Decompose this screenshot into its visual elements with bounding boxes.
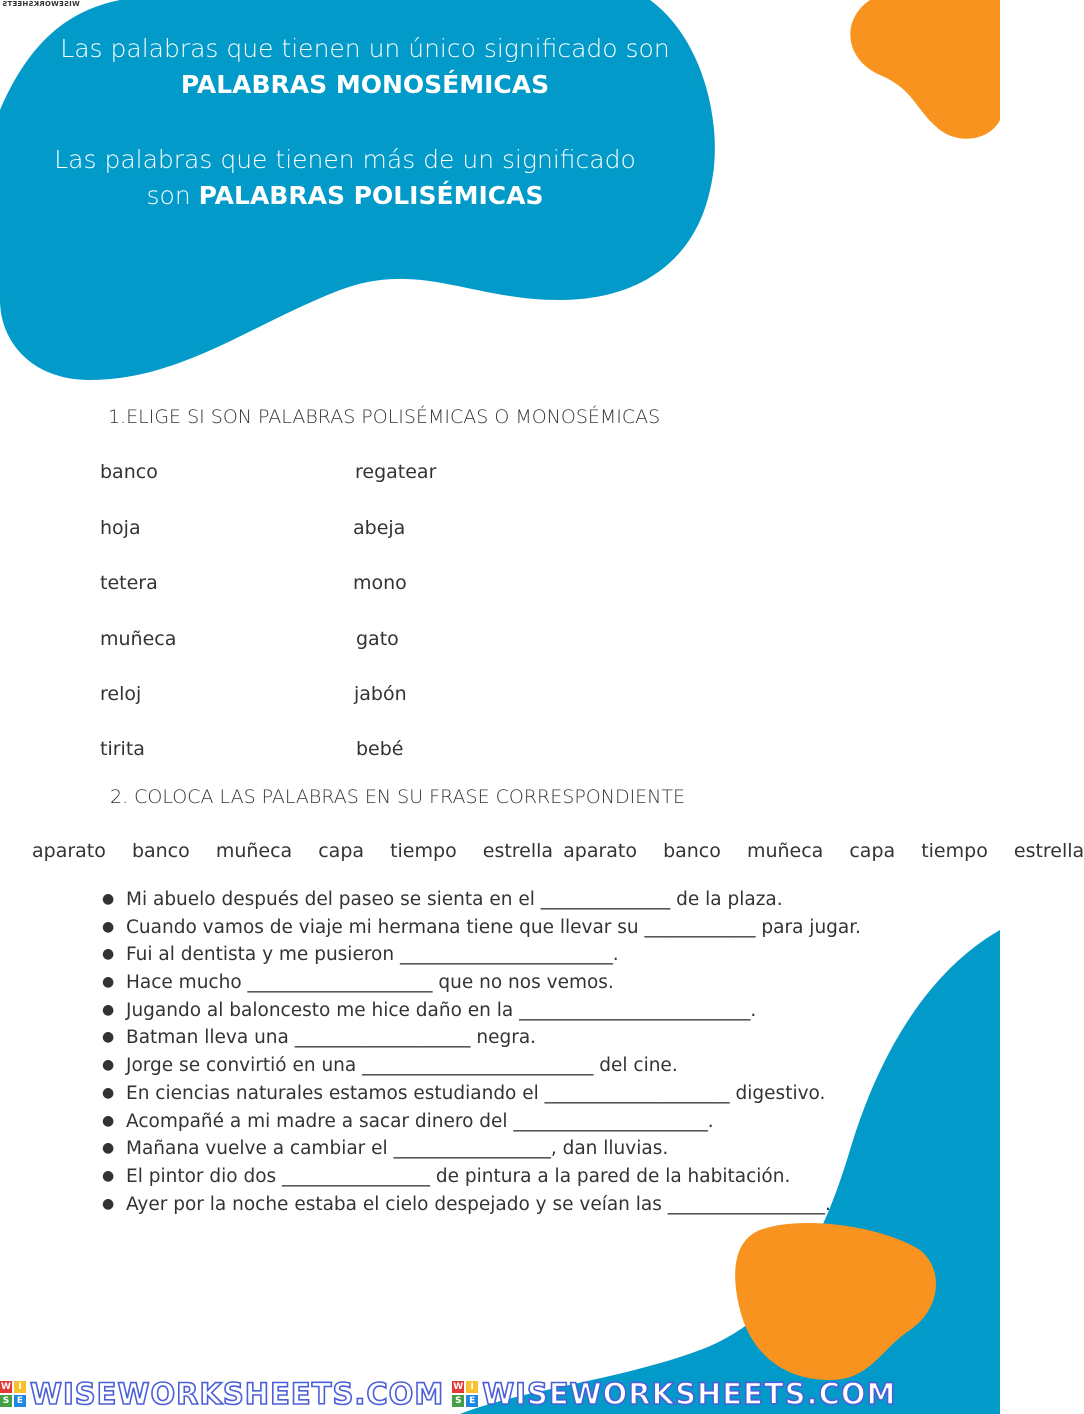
sentence-item <box>100 1024 900 1052</box>
word-right: regatear <box>355 461 437 483</box>
word-left: tetera <box>100 572 158 594</box>
sentence-text: Cuando vamos de viaje mi hermana tiene que llevar su ____________ para jugar. <box>126 916 862 938</box>
bullet-icon: ● <box>102 1057 115 1074</box>
sentence-item <box>100 886 900 914</box>
brand-logo <box>452 1377 896 1411</box>
brand-text: WISEWORKSHEETS.COM <box>30 1377 445 1411</box>
intro-monosemic-term: PALABRAS MONOSÉMICAS <box>180 70 550 99</box>
bullet-icon: ● <box>102 974 115 991</box>
word-left: tirita <box>100 738 145 760</box>
brand-letter: W <box>453 1382 464 1392</box>
bullet-icon: ● <box>102 918 115 935</box>
bank-word: tiempo <box>390 840 457 862</box>
sentence-text: El pintor dio dos ________________ de pintura a la pared de la habitación. <box>126 1165 791 1187</box>
sentence-item <box>100 997 900 1025</box>
sentence-text: Batman lleva una ___________________ negra. <box>126 1027 537 1049</box>
sentence-list <box>100 886 900 1218</box>
word-right: mono <box>353 572 407 594</box>
sentence-text: Mi abuelo después del paseo se sienta en el ______________ de la plaza. <box>126 889 783 910</box>
bullet-icon: ● <box>102 1084 115 1101</box>
bank-word: muñeca <box>215 840 293 862</box>
brand-logo <box>0 1377 444 1411</box>
bank-word: tiempo <box>921 840 988 862</box>
intro-polysemic-term: PALABRAS POLISÉMICAS <box>198 181 544 210</box>
sentence-item <box>100 914 900 942</box>
sentence-item <box>100 1135 900 1163</box>
word-left: reloj <box>100 683 142 705</box>
brand-icon <box>0 1381 26 1407</box>
bullet-icon: ● <box>102 1167 115 1184</box>
sentence-text: Fui al dentista y me pusieron _______________________. <box>126 944 619 966</box>
bullet-icon: ● <box>102 1112 115 1129</box>
word-right: gato <box>356 628 399 650</box>
brand-letter: E <box>14 1395 26 1407</box>
sentence-item <box>100 969 900 997</box>
sentence-text: Hace mucho ____________________ que no nos vemos. <box>126 972 614 994</box>
sentence-item <box>100 941 900 969</box>
exercise1-heading: 1.ELIGE SI SON PALABRAS POLISÉMICAS O MONOSÉMICAS <box>108 406 661 428</box>
word-left: banco <box>100 461 158 483</box>
bank-word: capa <box>849 840 896 862</box>
sentence-text: Jugando al baloncesto me hice daño en la _________________________. <box>126 999 757 1021</box>
sentence-item <box>100 1052 900 1080</box>
word-right: abeja <box>353 517 406 539</box>
orange-blob-top <box>850 0 1000 139</box>
sentence-text: En ciencias naturales estamos estudiando el ____________________ digestivo. <box>126 1082 826 1104</box>
brand-letter: S <box>452 1395 464 1407</box>
word-right: bebé <box>356 738 404 760</box>
word-left: muñeca <box>100 628 177 650</box>
brand-text: WISEWORKSHEETS.COM <box>482 1377 897 1411</box>
bullet-icon: ● <box>102 891 115 907</box>
sentence-item <box>100 1108 900 1136</box>
word-left: hoja <box>100 517 141 539</box>
sentence-item <box>100 1080 900 1108</box>
bank-word: estrella <box>1013 840 1084 862</box>
intro-polysemic <box>40 142 650 214</box>
bullet-icon: ● <box>102 1195 115 1212</box>
bank-word: aparato <box>32 840 106 862</box>
word-bank <box>32 840 1084 862</box>
intro-monosemic <box>40 31 690 103</box>
brand-letter: I <box>14 1381 26 1393</box>
tiny-logo: WISEWORKSHEETS <box>2 0 80 8</box>
sentence-text: Jorge se convirtió en una _________________________ del cine. <box>126 1055 678 1077</box>
intro-polysemic-prefix: son <box>146 181 191 210</box>
sentence-item <box>100 1163 900 1191</box>
sentence-text: Mañana vuelve a cambiar el _________________, dan lluvias. <box>126 1138 669 1160</box>
bank-word: capa <box>318 840 365 862</box>
bullet-icon: ● <box>102 1029 115 1046</box>
footer-branding <box>0 1374 1000 1414</box>
bank-word: aparato <box>563 840 638 862</box>
bank-word: estrella <box>482 840 554 862</box>
bank-word: banco <box>663 840 721 862</box>
bullet-icon: ● <box>102 1140 115 1157</box>
sentence-text: Ayer por la noche estaba el cielo despejado y se veían las _________________. <box>126 1193 831 1215</box>
intro-polysemic-text: Las palabras que tienen más de un significado <box>54 145 636 174</box>
word-right: jabón <box>354 683 407 705</box>
bullet-icon: ● <box>102 1001 115 1018</box>
brand-letter: I <box>466 1381 478 1393</box>
sentence-text: Acompañé a mi madre a sacar dinero del _____________________. <box>126 1110 714 1132</box>
bank-word: banco <box>131 840 190 862</box>
brand-letter: E <box>466 1395 478 1407</box>
brand-icon <box>452 1381 478 1407</box>
bank-word: muñeca <box>746 840 824 862</box>
sentence-item <box>100 1191 900 1219</box>
bullet-icon: ● <box>102 946 115 963</box>
intro-monosemic-text: Las palabras que tienen un único significado son <box>60 34 670 63</box>
exercise2-heading: 2. COLOCA LAS PALABRAS EN SU FRASE CORRESPONDIENTE <box>110 786 686 808</box>
brand-letter: W <box>1 1382 11 1392</box>
brand-letter: S <box>0 1395 12 1407</box>
